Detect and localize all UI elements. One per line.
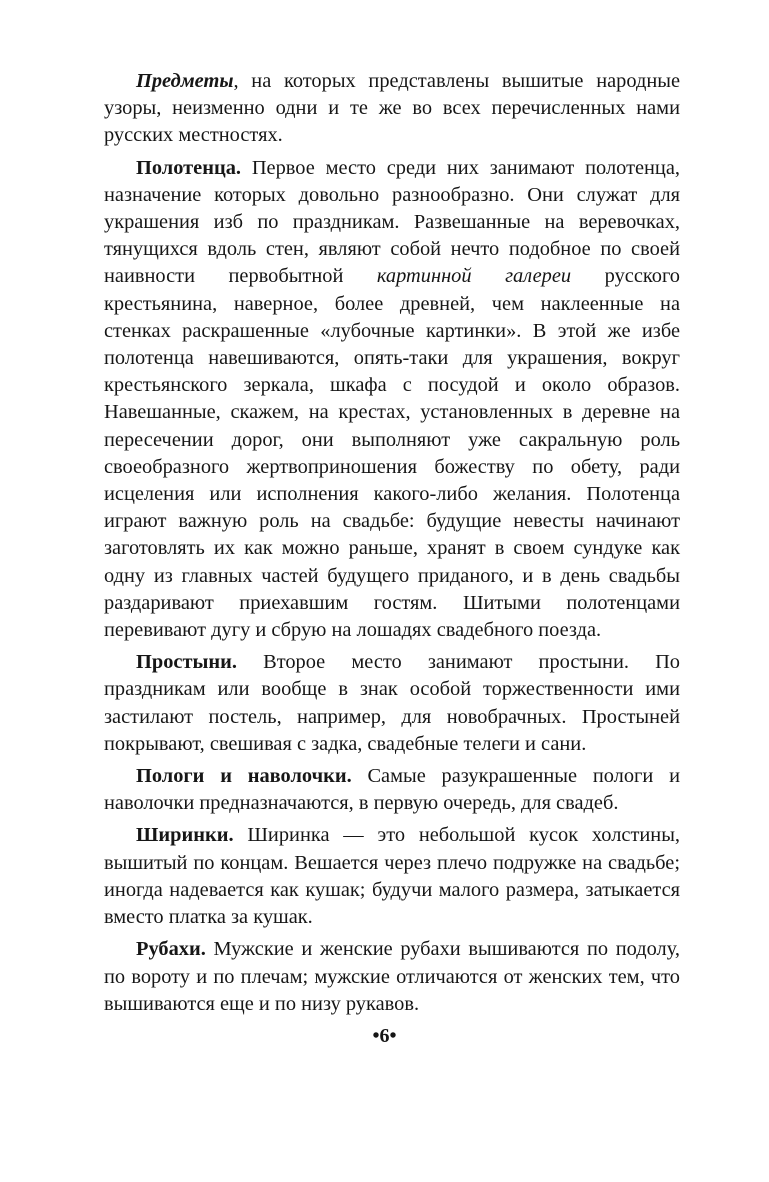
paragraph-predmety — [104, 68, 680, 150]
page-body — [104, 68, 680, 1023]
paragraph-text: Самые разукрашенные пологи и наволочки предназначаются, в первую очередь, для свадеб. — [104, 765, 680, 815]
lead-predmety: Предметы — [136, 70, 234, 92]
paragraph-text: , на которых представлены вышитые народные узоры, неизменно одни и те же во всех перечисленных нами русских местностях. — [104, 70, 680, 147]
paragraph-pologi — [104, 763, 680, 817]
paragraph-prostyni — [104, 649, 680, 758]
italic-term: картинной галереи — [376, 265, 572, 288]
paragraph-text: русского крестьянина, наверное, более древней, чем наклеенные на стенках раскрашенные «лубочные картинки». В этой же избе полотенца навешиваются, опять-таки для украшения, вокруг крестьянского зеркала, шкафа с посудой и около образов. Навешанные, скажем, на крестах, установленных в деревне на пересечении дорог, они выполняют уже сакральную роль своеобразного жертвоприношения божеству по обету, ради исцеления или исполнения какого-либо желания. Полотенца играют важную роль на свадьбе: будущие невесты начинают заготовлять их как можно раньше, хранят в своем сундуке как одну из главных частей будущего приданого, и в день свадьбы раздаривают приехавшим гостям. Шитыми полотенцами перевивают дугу и сбрую на лошадях свадебного поезда. — [104, 265, 680, 642]
paragraph-text: Второе место занимают простыни. По праздникам или вообще в знак особой торжественности ими застилают постель, например, для новобрачных. Простыней покрывают, свешивая с задка, свадебные телеги и сани. — [104, 651, 680, 755]
lead-polotentsa: Полотенца. — [136, 156, 242, 179]
paragraph-text: Мужские и женские рубахи вышиваются по подолу, по вороту и по плечам; мужские отличаются от женских тем, что вышиваются еще и по низу рукавов. — [104, 938, 680, 1015]
paragraph-rubakhi — [104, 936, 680, 1018]
lead-shirinki: Ширинки. — [136, 824, 234, 847]
lead-rubakhi: Рубахи. — [136, 938, 206, 961]
lead-prostyni: Простыни. — [136, 651, 237, 674]
paragraph-polotentsa — [104, 155, 680, 645]
lead-pologi: Пологи и наволочки. — [136, 765, 352, 788]
page-number: •6• — [372, 1025, 397, 1047]
paragraph-text: Первое место среди них занимают полотенца, назначение которых довольно разнообразно. Они служат для украшения изб по праздникам. Развешанные на веревочках, тянущихся вдоль стен, являют собой нечто подобное по своей наивности первобытной — [104, 156, 680, 288]
paragraph-shirinki — [104, 822, 680, 931]
paragraph-text: Ширинка — это небольшой кусок холстины, вышитый по концам. Вешается через плечо подружке на свадьбе; иногда надевается как кушак; будучи малого размера, затыкается вместо платка за кушак. — [104, 824, 680, 929]
